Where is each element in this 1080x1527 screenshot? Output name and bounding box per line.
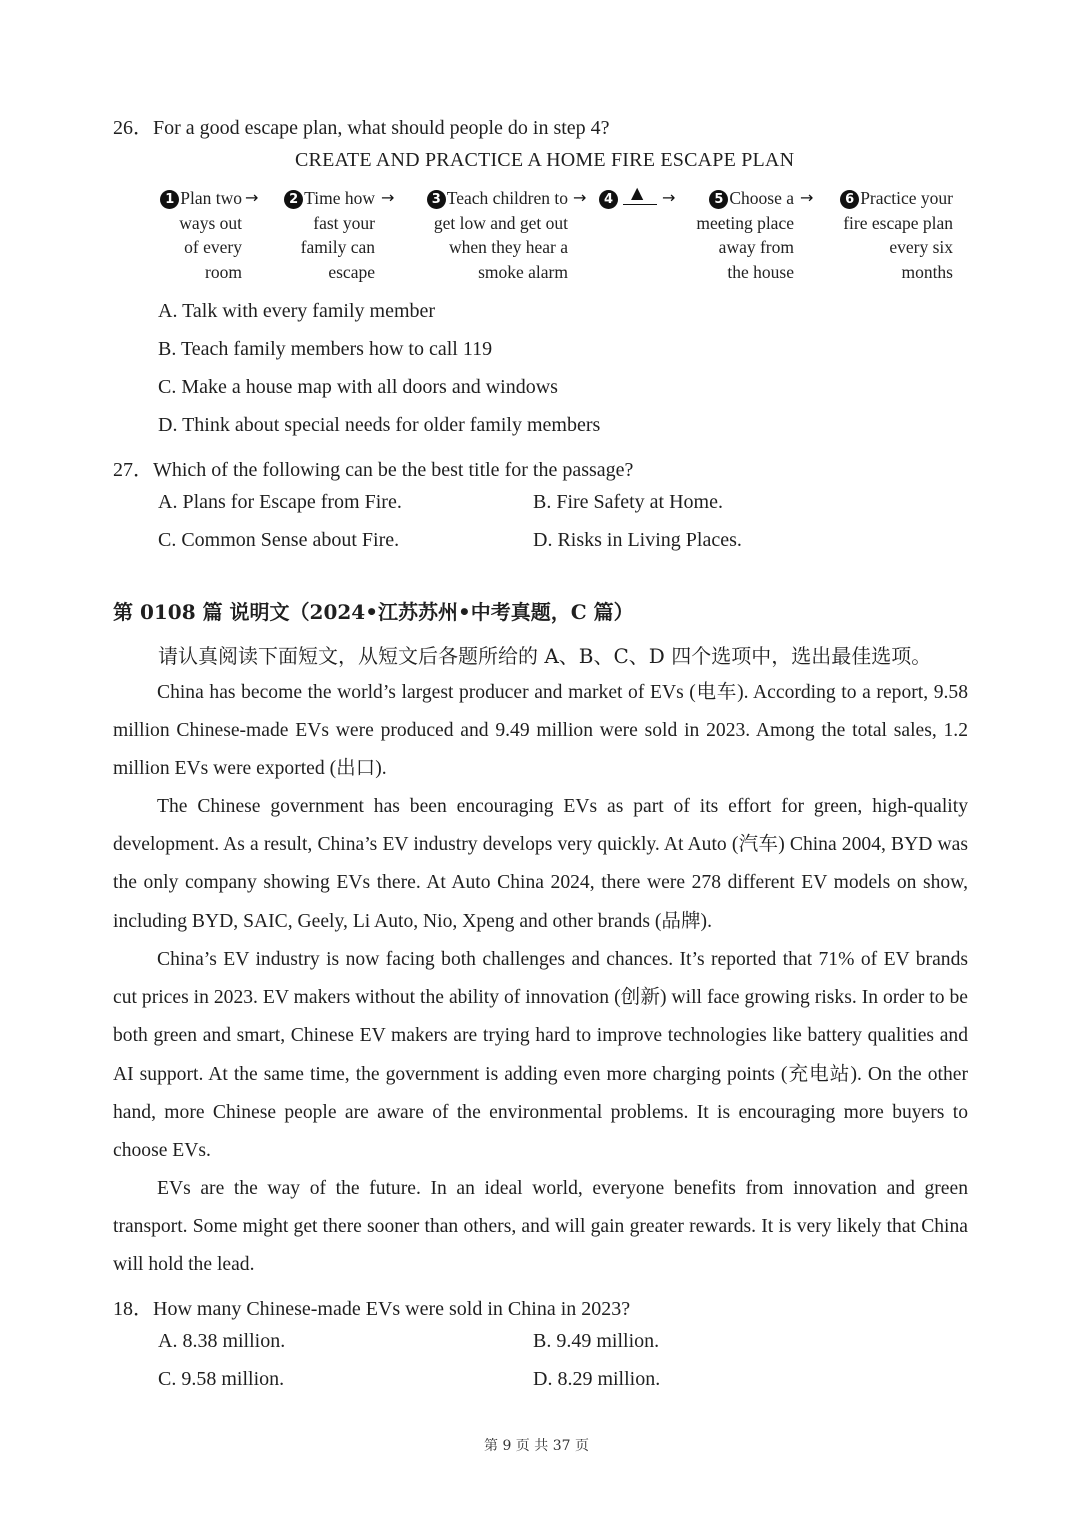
q18-option-d: D. 8.29 million. — [533, 1368, 661, 1390]
step-5-line-3: away from — [718, 237, 794, 257]
step-2-line-1: Time how — [304, 188, 375, 208]
step-5 — [696, 186, 794, 284]
q18-option-a: A. 8.38 million. — [158, 1330, 286, 1352]
step-6-line-3: every six — [889, 237, 953, 257]
step-number-1: 1 — [160, 190, 179, 209]
q27-option-c: C. Common Sense about Fire. — [158, 529, 400, 551]
step-1-line-3: of every — [184, 237, 242, 257]
step-5-line-4: the house — [727, 261, 794, 282]
arrow-icon: → — [245, 188, 259, 207]
fire-plan-title: CREATE AND PRACTICE A HOME FIRE ESCAPE PLAN — [295, 149, 795, 171]
arrow-icon: → — [800, 188, 814, 207]
step-3-line-4: smoke alarm — [478, 261, 568, 282]
q27-option-b: B. Fire Safety at Home. — [533, 491, 723, 513]
step-3 — [427, 186, 568, 284]
q26-option-c: C. Make a house map with all doors and windows — [158, 376, 558, 398]
step-5-line-2: meeting place — [696, 212, 794, 233]
arrow-icon: → — [381, 188, 395, 207]
step-4 — [599, 186, 619, 211]
step-1-line-1: Plan two — [180, 188, 242, 208]
step-2-line-2: fast your — [313, 212, 375, 233]
q26-option-b: B. Teach family members how to call 119 — [158, 338, 493, 360]
step-2 — [284, 186, 375, 284]
question-26-stem: 26．For a good escape plan, what should people do in step 4? — [113, 117, 610, 139]
section-instruction: 请认真阅读下面短文，从短文后各题所给的 A、B、C、D 四个选项中，选出最佳选项。 — [158, 644, 932, 668]
q26-option-d: D. Think about special needs for older family members — [158, 414, 601, 436]
q18-option-b: B. 9.49 million. — [533, 1330, 660, 1352]
step-2-line-4: escape — [328, 261, 375, 282]
step-1-line-2: ways out — [179, 212, 242, 233]
q18-option-c: C. 9.58 million. — [158, 1368, 285, 1390]
section-heading: 第 0108 篇 说明文（2024•江苏苏州•中考真题，C 篇） — [113, 600, 634, 624]
step-6-line-2: fire escape plan — [843, 212, 953, 233]
arrow-icon: → — [662, 188, 676, 207]
step-number-4: 4 — [599, 190, 618, 209]
step-number-5: 5 — [709, 190, 728, 209]
arrow-icon: → — [573, 188, 587, 207]
step-number-3: 3 — [427, 190, 446, 209]
passage-paragraph-3: China’s EV industry is now facing both challenges and chances. It’s reported that 71% of EV brands cut prices in 2023. EV makers without the ability of innovation (创新) will face growing risks. In order to be both green and smart, Chinese EV makers are trying hard to improve technologies like battery qualities and AI support. At the same time, the government is adding even more charging points (充电站). On the other hand, more Chinese people are aware of the environmental problems. It is encouraging more buyers to choose EVs. — [113, 949, 968, 1162]
step-6-line-4: months — [901, 261, 953, 282]
step-1 — [160, 186, 242, 284]
passage-paragraph-2: The Chinese government has been encouraging EVs as part of its effort for green, high-quality development. As a result, China’s EV industry develops very quickly. At Auto (汽车) China 2004, BYD was the only company showing EVs there. At Auto China 2024, there were 278 different EV models on show, including BYD, SAIC, Geely, Li Auto, Nio, Xpeng and other brands (品牌). — [113, 796, 968, 932]
passage-paragraph-4: EVs are the way of the future. In an ideal world, everyone benefits from innovation and green transport. Some might get there sooner than others, and will gain greater rewards. It is very likely that China will hold the lead. — [113, 1178, 968, 1276]
q27-option-d: D. Risks in Living Places. — [533, 529, 742, 551]
q27-option-a: A. Plans for Escape from Fire. — [158, 491, 402, 513]
answer-blank-line — [623, 204, 657, 205]
step-2-line-3: family can — [300, 237, 375, 257]
step-3-line-2: get low and get out — [433, 212, 568, 233]
blank-triangle-icon: ▲ — [631, 183, 644, 202]
step-1-line-4: room — [205, 261, 242, 282]
step-6-line-1: Practice your — [860, 188, 953, 208]
step-number-6: 6 — [840, 190, 859, 209]
step-3-line-3: when they hear a — [448, 237, 568, 257]
step-number-2: 2 — [284, 190, 303, 209]
step-3-line-1: Teach children to — [446, 188, 568, 208]
page-footer: 第 9 页 共 37 页 — [484, 1438, 589, 1454]
question-27-stem: 27．Which of the following can be the best title for the passage? — [113, 459, 634, 481]
step-5-line-1: Choose a — [729, 188, 794, 208]
question-18-stem: 18．How many Chinese-made EVs were sold in China in 2023? — [113, 1298, 631, 1320]
q26-option-a: A. Talk with every family member — [158, 300, 436, 322]
passage-paragraph-1: China has become the world’s largest producer and market of EVs (电车). According to a report, 9.58 million Chinese-made EVs were produced and 9.49 million were sold in 2023. Among the total sales, 1.2 million EVs were exported (出口). — [113, 682, 968, 780]
step-6 — [840, 186, 953, 284]
